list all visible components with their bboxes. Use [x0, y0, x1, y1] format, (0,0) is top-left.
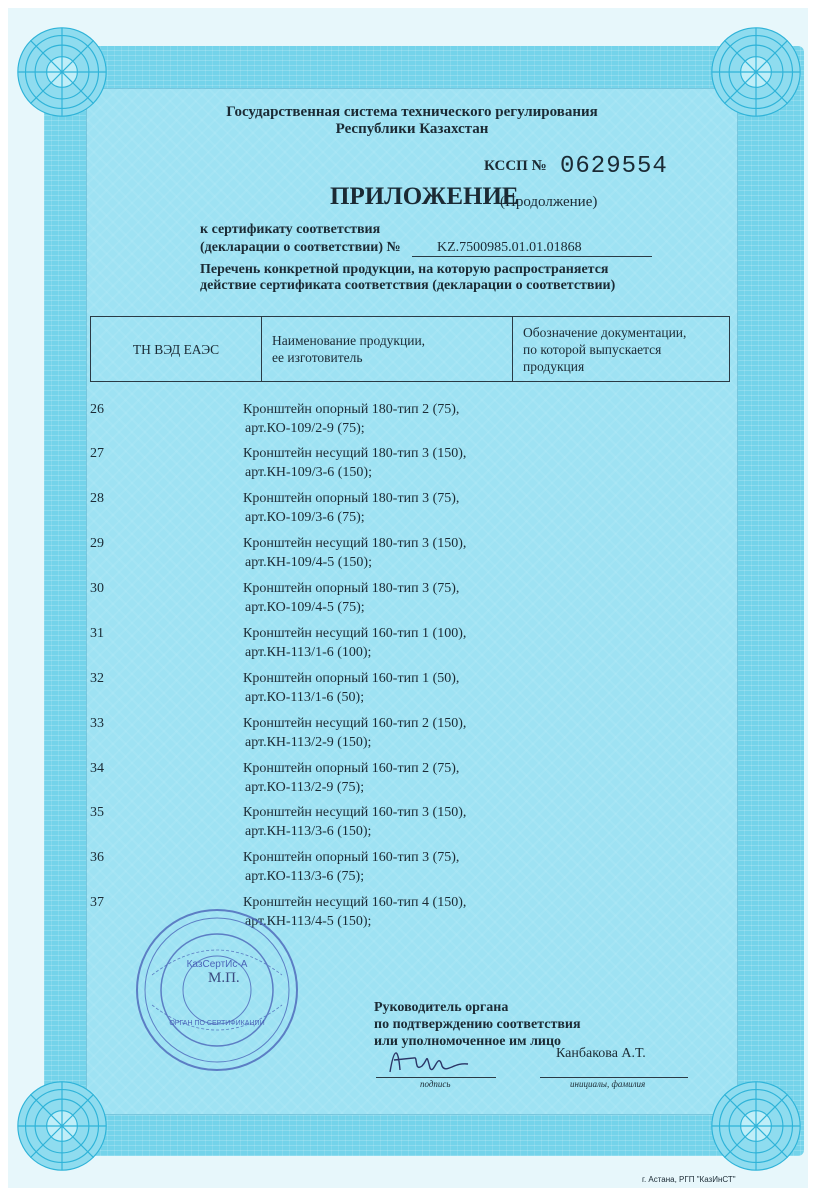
product-table-header [90, 316, 730, 382]
item-number: 29 [90, 536, 104, 551]
item-name: Кронштейн опорный 180-тип 2 (75), [243, 402, 460, 417]
item-article: арт.КН-113/2-9 (150); [245, 735, 372, 750]
list-item [0, 716, 824, 762]
certificate-number: KZ.7500985.01.01.01868 [412, 240, 652, 257]
item-number: 30 [90, 581, 104, 596]
list-heading-line-2: действие сертификата соответствия (декларации о соответствии) [200, 278, 616, 293]
item-name: Кронштейн несущий 160-тип 4 (150), [243, 895, 467, 910]
rosette-ornament-icon [708, 1078, 804, 1174]
item-article: арт.КН-109/4-5 (150); [245, 555, 372, 570]
item-name: Кронштейн несущий 180-тип 3 (150), [243, 446, 467, 461]
list-item [0, 402, 824, 448]
column-header-code-text: ТН ВЭД ЕАЭС [132, 341, 220, 357]
item-name: Кронштейн опорный 160-тип 2 (75), [243, 761, 460, 776]
item-name: Кронштейн несущий 160-тип 2 (150), [243, 716, 467, 731]
header-line-1: Государственная система технического регулирования [226, 104, 598, 120]
certificate-caption: к сертификату соответствия [200, 222, 381, 237]
handwritten-signature-icon [384, 1042, 474, 1078]
list-item [0, 491, 824, 537]
seal-label: М.П. [208, 970, 240, 986]
name-caption: инициалы, фамилия [570, 1079, 646, 1089]
column-header-documentation [513, 317, 730, 382]
item-article: арт.КО-113/1-6 (50); [245, 690, 365, 705]
item-article: арт.КО-113/2-9 (75); [245, 780, 365, 795]
list-item [0, 536, 824, 582]
page-title: ПРИЛОЖЕНИЕ [330, 183, 519, 210]
header-line-2: Республики Казахстан [335, 121, 489, 137]
signature-line [376, 1077, 496, 1078]
seal-stamp-icon [132, 905, 302, 1075]
item-number: 26 [90, 402, 104, 417]
item-article: арт.КН-113/4-5 (150); [245, 914, 372, 929]
item-number: 28 [90, 491, 104, 506]
column-header-doc-line-3: продукция [523, 358, 585, 374]
list-item [0, 895, 824, 941]
item-number: 27 [90, 446, 104, 461]
item-number: 36 [90, 850, 104, 865]
list-item [0, 446, 824, 492]
item-name: Кронштейн опорный 160-тип 3 (75), [243, 850, 460, 865]
list-item [0, 626, 824, 672]
signatory-name: Канбакова А.Т. [556, 1046, 646, 1061]
name-line [540, 1077, 688, 1078]
item-article: арт.КО-109/4-5 (75); [245, 600, 365, 615]
item-name: Кронштейн несущий 160-тип 3 (150), [243, 805, 467, 820]
list-item [0, 805, 824, 851]
item-number: 34 [90, 761, 104, 776]
stamp-center-text: КазСертИс-А [186, 959, 248, 970]
declaration-label: (декларации о соответствии) № [200, 240, 401, 255]
item-name: Кронштейн опорный 160-тип 1 (50), [243, 671, 460, 686]
signature-caption: подпись [420, 1079, 451, 1089]
column-header-product [262, 317, 513, 382]
list-heading-line-1: Перечень конкретной продукции, на которую распространяется [200, 262, 609, 277]
page-title-sub: (Продолжение) [500, 194, 598, 210]
list-item [0, 581, 824, 627]
column-header-doc-line-1: Обозначение документации, [523, 324, 687, 340]
list-item [0, 671, 824, 717]
column-header-code [91, 317, 262, 382]
column-header-doc-line-2: по которой выпускается [523, 341, 662, 357]
item-number: 33 [90, 716, 104, 731]
item-name: Кронштейн опорный 180-тип 3 (75), [243, 491, 460, 506]
item-article: арт.КО-109/2-9 (75); [245, 421, 365, 436]
signatory-title-line-2: по подтверждению соответствия [374, 1017, 581, 1032]
item-number: 31 [90, 626, 104, 641]
item-number: 32 [90, 671, 104, 686]
item-article: арт.КО-109/3-6 (75); [245, 510, 365, 525]
kssp-number: 0629554 [560, 153, 668, 180]
item-name: Кронштейн опорный 180-тип 3 (75), [243, 581, 460, 596]
item-article: арт.КО-113/3-6 (75); [245, 869, 365, 884]
column-header-product-line-2: ее изготовитель [272, 350, 363, 365]
printer-imprint: г. Астана, РГП "КазИнСТ" [642, 1175, 736, 1184]
kssp-label: КССП № [484, 158, 547, 174]
item-name: Кронштейн несущий 160-тип 1 (100), [243, 626, 467, 641]
item-name: Кронштейн несущий 180-тип 3 (150), [243, 536, 467, 551]
item-number: 35 [90, 805, 104, 820]
rosette-ornament-icon [14, 1078, 110, 1174]
list-item [0, 850, 824, 896]
stamp-bottom-text: ОРГАН ПО СЕРТИФИКАЦИИ [169, 1020, 265, 1027]
signatory-title-line-1: Руководитель органа [374, 1000, 509, 1015]
column-header-product-line-1: Наименование продукции, [272, 333, 426, 348]
item-article: арт.КН-109/3-6 (150); [245, 465, 372, 480]
item-number: 37 [90, 895, 104, 910]
item-article: арт.КН-113/3-6 (150); [245, 824, 372, 839]
item-article: арт.КН-113/1-6 (100); [245, 645, 372, 660]
list-item [0, 761, 824, 807]
signatory-title-line-3: или уполномоченное им лицо [374, 1034, 562, 1049]
